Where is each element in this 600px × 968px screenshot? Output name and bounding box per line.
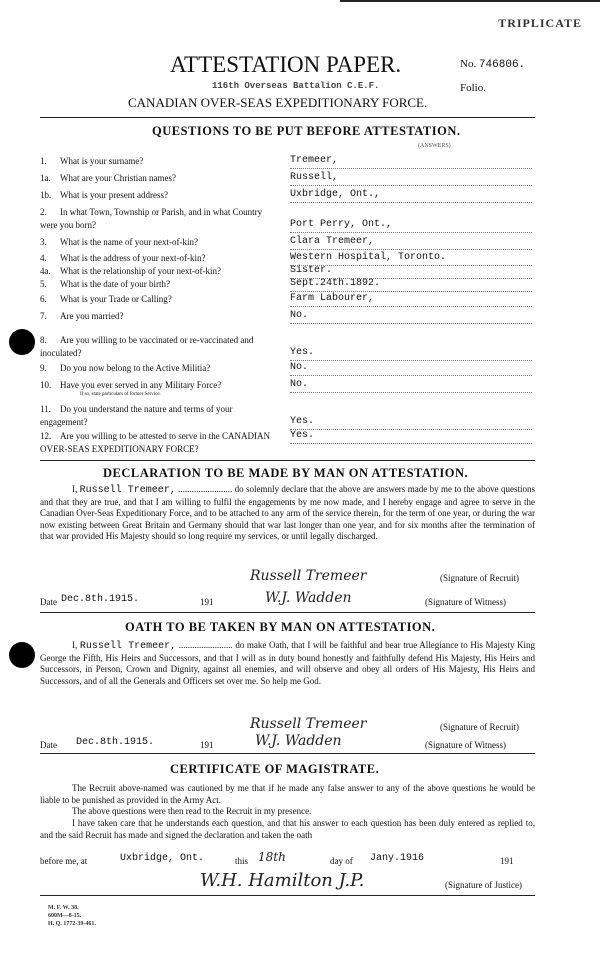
witness-signature-label: (Signature of Witness) [425,597,506,607]
question-number: 9. [40,363,47,373]
recruit-signature: Russell Tremeer [250,716,367,732]
footer-line: H. Q. 1772-39-461. [48,921,96,927]
answer-13: No. [290,379,532,393]
answer-10: No. [290,310,532,324]
declaration-heading: DECLARATION TO BE MADE BY MAN ON ATTESTATION. [103,466,469,480]
prefix: I, [72,640,78,650]
question-number: 1a. [40,173,51,183]
oath-text: I, Russell Tremeer, ........................ do make Oath, that I will be faithful and bear true Allegiance to His Majesty King George the Fifth, His Heirs and Successors, and that I will as in duty bound honestly and faithfully defend His Majesty, His Heirs and Successors, in Person, Crown and Dignity, against all enemies, and will observe and obey all orders of His Majesty, His Heirs and Successors, and of all the Generals and Officers set over me. So help me God. [40,640,536,686]
answer-7: Sister. [290,265,532,279]
recruit-signature-label: (Signature of Recruit) [440,573,519,583]
question-number: 5. [40,279,47,289]
question-number: 3. [40,237,47,247]
answers-label: (ANSWERS) [418,143,451,149]
declaration-date: Dec.8th.1915. [61,594,140,605]
footer-line: M. F. W. 38. [48,905,79,911]
prefix: I, [72,484,78,494]
declaration-text: I, Russell Tremeer, ........................ do solemnly declare that the above are answers made by me to the above questions and that they are true, and that I am willing to fulfil the engagements by me now made, and I hereby engage and agree to serve in the Canadian Over-Seas Expeditionary Force, and to be attached to any arm of the service therein, for the term of one year, or during the war now existing between Great Britain and Germany should that war last longer than one year, and for six months after the termination of that war provided His Majesty should so long require my services, or until legally discharged. [40,484,536,541]
question-text: What is your surname? [60,156,144,166]
recruit-signature: Russell Tremeer [250,568,367,584]
question-number: 11. [40,404,51,414]
date-label: Date [40,740,57,750]
answer-11: Yes. [290,347,532,361]
oath-body: do make Oath, that I will be faithful and bear true Allegiance to His Majesty King George the Fifth, His Heirs and Successors, and that I will as in duty bound honestly and faithfully defend His Majesty, His Heirs and Successors, in Person, Crown and Dignity, against all enemies, and will observe and obey all orders of His Majesty, His Heirs and Successors, and of all the Generals and Officers set over me. So help me God. [40,640,536,686]
answer-5: Clara Tremeer, [290,236,532,250]
number-label: No. [460,58,477,70]
date-label: Date [40,597,57,607]
question-text: What is the date of your birth? [60,279,170,289]
declarant-name: Russell Tremeer, [79,485,176,496]
question-15 [40,430,276,456]
question-text: What is the relationship of your next-of-kin? [60,266,221,276]
question-10 [40,310,276,323]
year-suffix: 191 [500,856,514,866]
question-number: 12. [40,431,52,441]
document-title: ATTESTATION PAPER. [170,52,402,77]
answer-4: Port Perry, Ont., [290,219,532,233]
question-number: 4a. [40,266,51,276]
form-footer [48,904,96,928]
question-text: What is the name of your next-of-kin? [60,237,198,247]
question-7 [40,265,276,278]
answer-2: Russell, [290,172,532,186]
answer-1: Tremeer, [290,155,532,169]
question-note: If so, state particulars of former Service. [80,392,161,397]
answer-6: Western Hospital, Toronto. [290,252,532,266]
justice-signature-label: (Signature of Justice) [445,880,522,890]
answer-3: Uxbridge, Ont., [290,189,532,203]
question-text: Are you willing to be attested to serve in the CANADIAN OVER-SEAS EXPEDITIONARY FORCE? [40,431,270,454]
year-suffix: 191 [200,597,214,607]
divider [40,895,535,896]
triplicate-stamp: TRIPLICATE [498,16,582,30]
question-8 [40,278,276,291]
question-text: Are you married? [60,311,124,321]
before-label: before me, at [40,856,88,866]
question-number: 6. [40,294,47,304]
question-text: What is the address of your next-of-kin? [60,253,206,263]
question-number: 2. [40,207,47,217]
question-text: Do you now belong to the Active Militia? [60,363,211,373]
scan-edge [340,0,600,2]
punch-hole [9,329,35,355]
question-text: Have you ever served in any Military Force? [60,380,222,390]
question-11 [40,334,276,360]
divider [40,460,535,461]
question-number: 1. [40,156,47,166]
questions-heading: QUESTIONS TO BE PUT BEFORE ATTESTATION. [152,124,461,138]
question-13 [40,379,276,398]
certificate-p2: The above questions were then read to the Recruit in my presence. [72,806,312,816]
certificate-heading: CERTIFICATE OF MAGISTRATE. [170,762,380,776]
question-9 [40,293,276,306]
question-1 [40,155,276,168]
this-label: this [235,856,249,866]
question-text: Are you willing to be vaccinated or re-vaccinated and inoculated? [40,335,254,358]
attestation-day: 18th [258,850,286,864]
question-5 [40,236,276,249]
folio-label: Folio. [460,82,486,94]
answer-15: Yes. [290,430,532,444]
divider [40,612,535,613]
oath-heading: OATH TO BE TAKEN BY MAN ON ATTESTATION. [125,620,436,634]
answer-14: Yes. [290,416,532,430]
answer-8: Sept.24th.1892. [290,278,532,292]
divider [40,117,535,118]
question-text: Do you understand the nature and terms of your engagement? [40,404,233,427]
question-number: 1b. [40,190,52,200]
question-number: 10. [40,380,52,390]
question-4 [40,206,276,232]
witness-signature: W.J. Wadden [255,733,342,749]
question-12 [40,362,276,375]
answer-12: No. [290,362,532,376]
certificate-p1: The Recruit above-named was cautioned by me that if he made any false answer to any of the above questions he would be liable to be punished as provided in the Army Act. [40,783,535,805]
attestation-place: Uxbridge, Ont. [120,853,205,864]
year-suffix: 191 [200,740,214,750]
declaration-body: do solemnly declare that the above are answers made by me to the above questions and that they are true, and that I am willing to fulfil the engagements by me now made, and I hereby engage and agree to serve in the Canadian Over-Seas Expeditionary Force, and to be attached to any arm of the service therein, for the term of one year, or during the war now existing between Great Britain and Germany should that war last longer than one year, and for six months after the termination of that war provided His Majesty should so long require my services, or until legally discharged. [40,484,536,541]
recruit-signature-label: (Signature of Recruit) [440,722,519,732]
question-number: 8. [40,335,47,345]
question-14 [40,403,276,429]
question-text: What is your Trade or Calling? [60,294,172,304]
oath-name: Russell Tremeer, [79,641,177,652]
answer-9: Farm Labourer, [290,293,532,307]
question-text: What is your present address? [60,190,168,200]
question-3 [40,189,276,202]
regimental-number [460,58,525,71]
certificate-p3: I have taken care that he understands each question, and that his answer to each question has been duly entered as replied to, and the said Recruit has made and signed the declaration and taken the oath [40,818,535,840]
question-text: What are your Christian names? [60,173,176,183]
oath-date: Dec.8th.1915. [76,737,155,748]
question-number: 4. [40,253,47,263]
footer-line: 600M—8-15. [48,913,82,919]
witness-signature-label: (Signature of Witness) [425,740,506,750]
witness-signature: W.J. Wadden [265,590,352,606]
force-name: CANADIAN OVER-SEAS EXPEDITIONARY FORCE. [128,95,428,110]
divider [40,753,535,754]
day-of-label: day of [330,856,353,866]
question-number: 7. [40,311,47,321]
question-6 [40,252,276,265]
number-value: 746806. [478,59,526,71]
question-text: In what Town, Township or Parish, and in what Country were you born? [40,207,263,230]
question-2 [40,172,276,185]
attestation-month: Jany.1916 [370,853,425,864]
punch-hole [9,642,35,668]
battalion-stamp: 116th Overseas Battalion C.E.F. [212,81,380,91]
justice-signature: W.H. Hamilton J.P. [200,870,365,891]
